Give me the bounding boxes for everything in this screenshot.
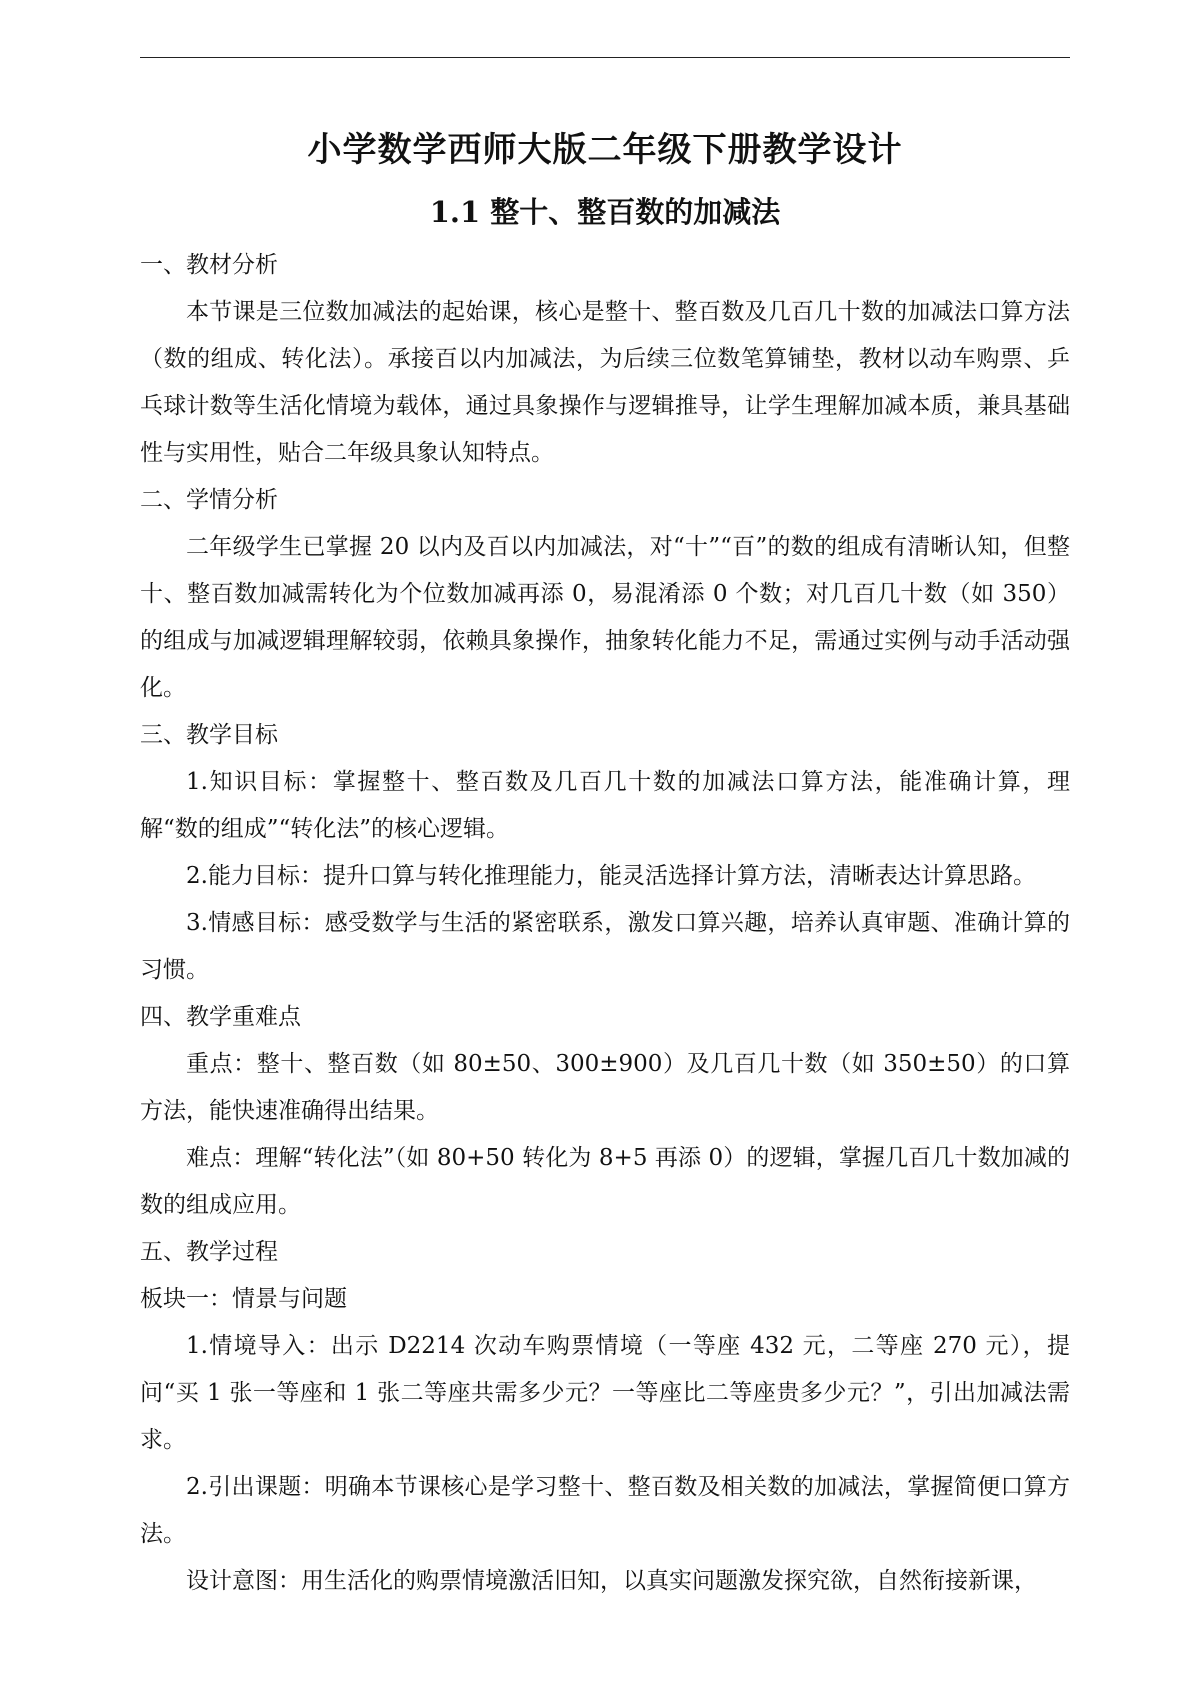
body-paragraph: 设计意图：用生活化的购票情境激活旧知，以真实问题激发探究欲，自然衔接新课， — [186, 1568, 1037, 1594]
body-paragraph: 1.知识目标：掌握整十、整百数及几百几十数的加减法口算方法，能准确计算，理解“数的组成”“转化法”的核心逻辑。 — [140, 769, 1070, 842]
body-paragraph: 2.能力目标：提升口算与转化推理能力，能灵活选择计算方法，清晰表达计算思路。 — [186, 863, 1036, 889]
header-rule — [140, 57, 1070, 58]
body-paragraph: 2.引出课题：明确本节课核心是学习整十、整百数及相关数的加减法，掌握简便口算方法。 — [140, 1474, 1070, 1547]
section-heading: 二、学情分析 — [140, 487, 278, 513]
body-paragraph: 重点：整十、整百数（如 80±50、300±900）及几百几十数（如 350±50）的口算方法，能快速准确得出结果。 — [140, 1051, 1070, 1124]
document-body — [140, 242, 1070, 1605]
body-paragraph: 难点：理解“转化法”（如 80+50 转化为 8+5 再添 0）的逻辑，掌握几百几十数加减的数的组成应用。 — [140, 1145, 1070, 1218]
section-heading: 一、教材分析 — [140, 252, 278, 278]
body-paragraph: 3.情感目标：感受数学与生活的紧密联系，激发口算兴趣，培养认真审题、准确计算的习惯。 — [140, 910, 1070, 983]
lesson-subtitle: 1.1 整十、整百数的加减法 — [429, 195, 781, 229]
body-paragraph: 本节课是三位数加减法的起始课，核心是整十、整百数及几百几十数的加减法口算方法（数的组成、转化法）。承接百以内加减法，为后续三位数笔算铺垫，教材以动车购票、乒乓球计数等生活化情境为载体，通过具象操作与逻辑推导，让学生理解加减本质，兼具基础性与实用性，贴合二年级具象认知特点。 — [140, 299, 1070, 466]
document-title: 小学数学西师大版二年级下册教学设计 — [307, 130, 903, 170]
section-heading: 四、教学重难点 — [140, 1004, 301, 1030]
block-heading: 板块一：情景与问题 — [140, 1286, 347, 1312]
section-heading: 三、教学目标 — [140, 722, 278, 748]
section-heading: 五、教学过程 — [140, 1239, 278, 1265]
body-paragraph: 二年级学生已掌握 20 以内及百以内加减法，对“十”“百”的数的组成有清晰认知，但整十、整百数加减需转化为个位数加减再添 0，易混淆添 0 个数；对几百几十数（如 350）的组成与加减逻辑理解较弱，依赖具象操作，抽象转化能力不足，需通过实例与动手活动强化。 — [140, 534, 1070, 701]
body-paragraph: 1.情境导入：出示 D2214 次动车购票情境（一等座 432 元，二等座 270 元），提问“买 1 张一等座和 1 张二等座共需多少元？一等座比二等座贵多少元？”，引出加减法需求。 — [140, 1333, 1070, 1453]
